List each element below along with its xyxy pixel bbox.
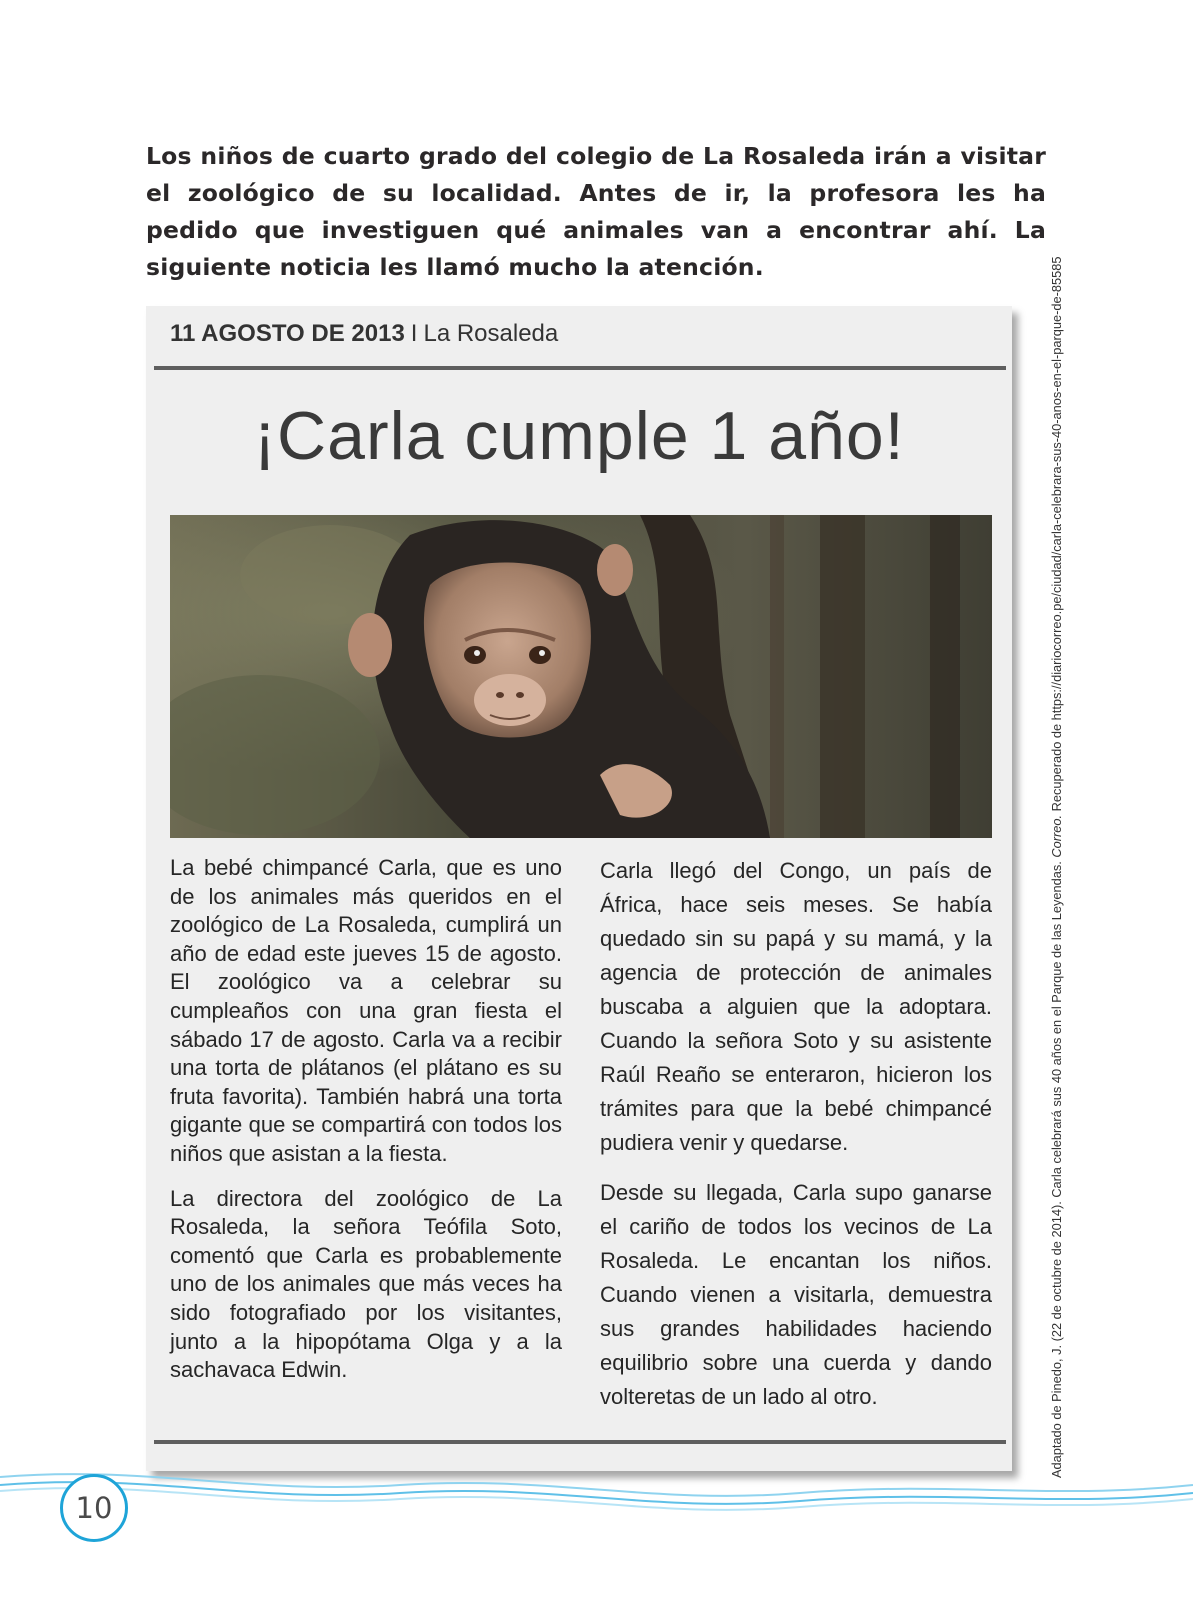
dateline-separator: I [410, 320, 418, 347]
news-date: 11 AGOSTO DE 2013 [170, 320, 405, 347]
dateline [170, 314, 558, 354]
article-paragraph: Carla llegó del Congo, un país de África, hace seis meses. Se había quedado sin su papá y su mamá, y la agencia de protección de animales buscaba a alguien que la adoptara. Cuando la señora Soto y su asistente Raúl Reaño se enteraron, hicieron los trámites para que la bebé chimpancé pudiera venir y quedarse. [600, 858, 992, 1155]
source-suffix: Recuperado de https://diariocorreo.pe/ciudad/carla-celebrara-sus-40-anos-en-el-parque-de-85585 [1049, 256, 1064, 812]
source-publication: Correo. [1049, 814, 1064, 858]
top-rule [154, 366, 1006, 370]
article-left-column [170, 854, 562, 1385]
article-paragraph: La bebé chimpancé Carla, que es uno de los animales más queridos en el zoológico de La Rosaleda, cumplirá un año de edad este jueves 15 de agosto. El zoológico va a celebrar su cumpleaños con una gran fiesta el sábado 17 de agosto. Carla va a recibir una torta de plátanos (el plátano es su fruta favorita). También habrá una torta gigante que se compartirá con todos los niños que asistan a la fiesta. [170, 855, 562, 1166]
article-right-column [600, 854, 992, 1414]
intro-paragraph: Los niños de cuarto grado del colegio de La Rosaleda irán a visitar el zoológico de su localidad. Antes de ir, la profesora les ha pedido que investiguen qué animales van a encontrar ahí. La siguiente noticia les llamó mucho la atención. [146, 142, 1046, 281]
chimpanzee-photo [170, 515, 992, 838]
bottom-rule [154, 1440, 1006, 1444]
article-paragraph: Desde su llegada, Carla supo ganarse el cariño de todos los vecinos de La Rosaleda. Le encantan los niños. Cuando vienen a visitarla, demuestra sus grandes habilidades haciendo equilibrio sobre una cuerda y dando volteretas de un lado al otro. [600, 1180, 992, 1409]
news-headline: ¡Carla cumple 1 año! [253, 398, 905, 474]
source-prefix: Adaptado de Pinedo, J. (22 de octubre de 2014). Carla celebrará sus 40 años en el Parque de las Leyendas. [1049, 861, 1064, 1478]
news-clipping [146, 306, 1012, 1471]
decorative-wave [0, 1455, 1193, 1535]
page-number: 10 [60, 1474, 128, 1542]
news-place: La Rosaleda [423, 320, 559, 347]
source-citation [1049, 256, 1064, 1478]
article-paragraph: La directora del zoológico de La Rosaleda, la señora Teófila Soto, comentó que Carla es probablemente uno de los animales que más veces ha sido fotografiado por los visitantes, junto a la hipopótama Olga y a la sachavaca Edwin. [170, 1185, 562, 1383]
